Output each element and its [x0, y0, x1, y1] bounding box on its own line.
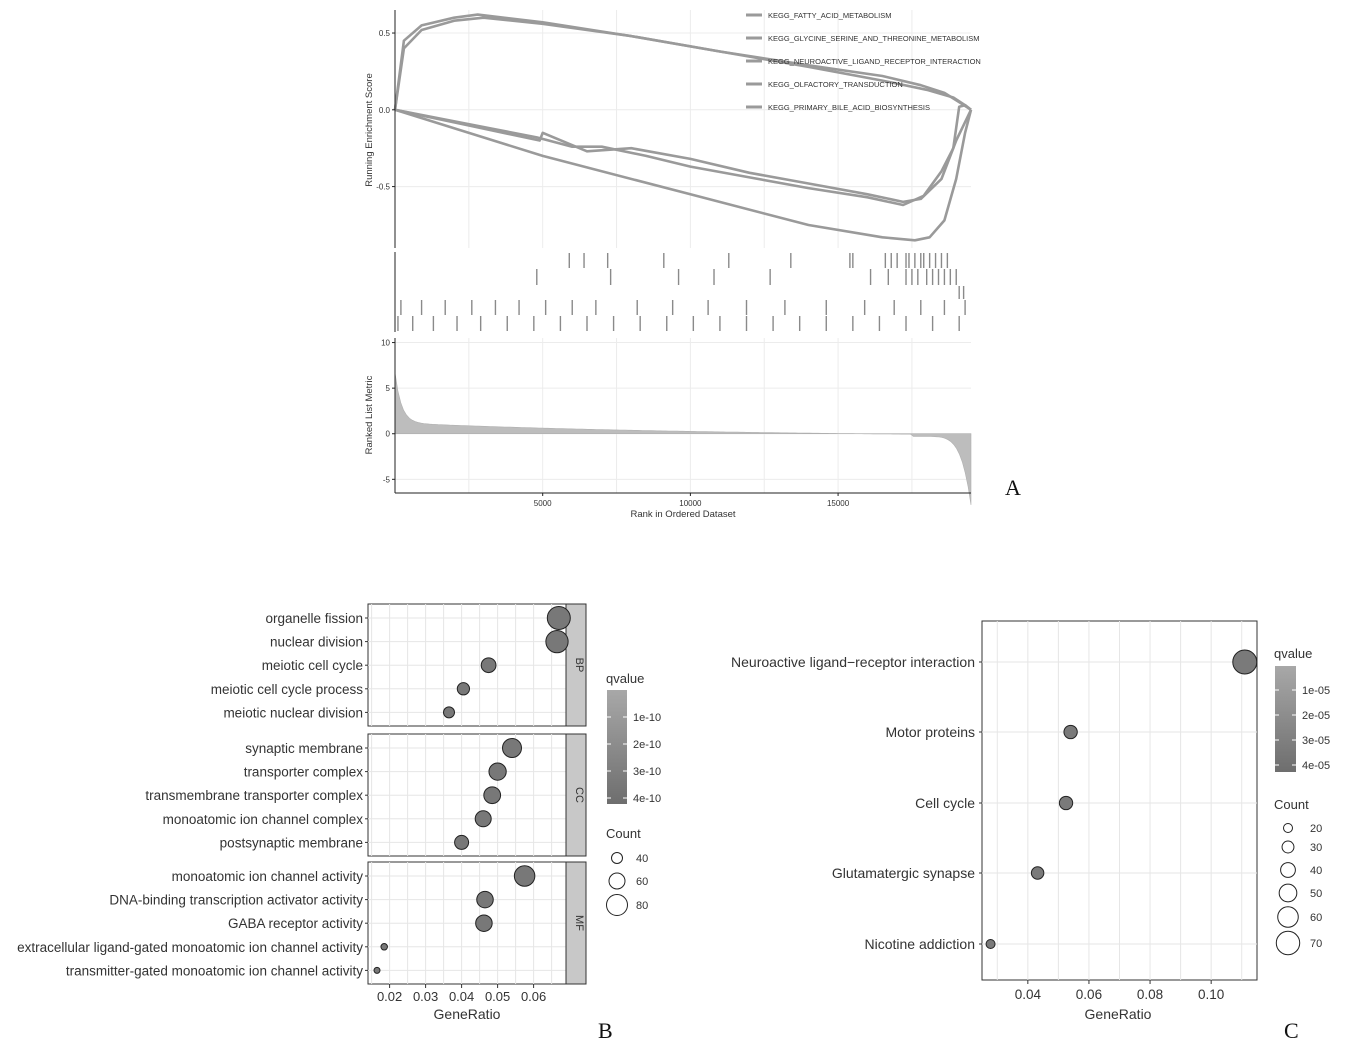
legend-size-label: 20	[1310, 823, 1323, 835]
panel-a-gsea-plot	[364, 10, 1021, 520]
y-tick-label-bottom: 0	[385, 429, 390, 439]
category-label: Cell cycle	[915, 795, 975, 811]
y-axis-label-top: Running Enrichment Score	[364, 73, 375, 187]
y-tick-label-bottom: 10	[381, 338, 390, 348]
legend-size-label: 50	[1310, 888, 1323, 900]
panel-c-legend	[1274, 646, 1330, 955]
data-point	[457, 683, 469, 695]
category-label: transmembrane transporter complex	[145, 788, 363, 804]
legend-size-circle	[1279, 884, 1297, 902]
category-label: Neuroactive ligand−receptor interaction	[731, 654, 975, 670]
category-label: monoatomic ion channel activity	[171, 869, 363, 884]
legend-size-label: 60	[636, 876, 649, 888]
data-point	[374, 967, 380, 973]
data-point	[503, 739, 522, 758]
ranked-metric-area	[395, 373, 971, 505]
x-tick-label: 5000	[533, 499, 552, 508]
category-label: meiotic cell cycle process	[210, 681, 363, 697]
data-point	[484, 787, 501, 804]
data-point	[481, 658, 496, 673]
colorbar-label: 1e-05	[1302, 685, 1331, 697]
legend-size-label: 40	[636, 853, 649, 865]
legend-size-circle	[1282, 841, 1294, 853]
y-tick-label-top: -0.5	[376, 182, 390, 192]
x-axis-label: Rank in Ordered Dataset	[630, 509, 736, 520]
x-axis-label: GeneRatio	[433, 1006, 501, 1022]
category-label: nuclear division	[269, 634, 363, 650]
legend-size-circle	[612, 853, 623, 864]
panel-a-hit-rows	[398, 253, 965, 331]
panel-letter-b: B	[598, 1018, 613, 1041]
data-point	[514, 866, 535, 887]
legend-size-label: 40	[1310, 865, 1323, 877]
legend-label: KEGG_FATTY_ACID_METABOLISM	[768, 11, 892, 20]
legend-size-label: 80	[636, 900, 649, 912]
category-label: Motor proteins	[885, 724, 975, 740]
y-axis-label-bottom: Ranked List Metric	[364, 375, 375, 455]
y-tick-label-bottom: 5	[385, 384, 390, 394]
legend-size-circle	[607, 895, 628, 916]
data-point	[1059, 796, 1072, 809]
legend-size-circle	[609, 873, 625, 889]
colorbar-label: 3e-05	[1302, 735, 1331, 747]
legend-color-title: qvalue	[606, 671, 645, 686]
category-label: monoatomic ion channel complex	[162, 811, 363, 827]
x-tick-label: 10000	[679, 499, 702, 508]
legend-size-title: Count	[1274, 797, 1309, 812]
colorbar-label: 2e-05	[1302, 710, 1331, 722]
category-label: postsynaptic membrane	[219, 835, 363, 851]
x-tick-label: 0.05	[484, 989, 511, 1004]
legend-size-label: 70	[1310, 938, 1323, 950]
category-label: Nicotine addiction	[864, 936, 975, 952]
x-tick-label: 0.03	[412, 989, 439, 1004]
legend-size-title: Count	[606, 826, 641, 841]
panel-a-ranked-metric	[395, 338, 971, 505]
legend-colorbar	[1275, 666, 1296, 772]
category-label: organelle fission	[265, 611, 363, 626]
legend-size-circle	[1284, 824, 1293, 833]
data-point	[547, 607, 570, 630]
legend-label: KEGG_PRIMARY_BILE_ACID_BIOSYNTHESIS	[768, 103, 931, 112]
data-point	[986, 940, 995, 949]
y-tick-label-top: 0.0	[378, 105, 390, 115]
data-point	[475, 811, 491, 827]
legend-size-circle	[1281, 863, 1296, 878]
legend-colorbar	[607, 690, 627, 804]
panel-c-kegg-dotplot	[731, 621, 1330, 1041]
data-point	[546, 630, 568, 652]
x-tick-label: 0.10	[1198, 987, 1225, 1002]
category-label: transmitter-gated monoatomic ion channel activity	[65, 963, 363, 979]
panel-b-go-dotplot	[17, 604, 661, 1041]
legend-color-title: qvalue	[1274, 646, 1313, 661]
category-label: synaptic membrane	[245, 741, 363, 756]
category-label: GABA receptor activity	[227, 916, 363, 932]
y-tick-label-top: 0.5	[378, 29, 390, 39]
x-tick-label: 0.06	[520, 989, 547, 1004]
data-point	[1233, 650, 1257, 674]
data-point	[444, 707, 455, 718]
legend-size-label: 30	[1310, 842, 1323, 854]
facet-strip-label: BP	[573, 657, 585, 673]
facet-strip-label: CC	[573, 787, 585, 803]
colorbar-label: 2e-10	[633, 739, 662, 751]
panel-c-plot-area	[731, 621, 1257, 980]
colorbar-label: 4e-10	[633, 793, 662, 805]
x-axis-label: GeneRatio	[1084, 1006, 1152, 1022]
panel-c-axes	[1015, 980, 1225, 1022]
x-tick-label: 0.02	[376, 989, 403, 1004]
colorbar-label: 4e-05	[1302, 760, 1331, 772]
panel-b-legend	[606, 671, 661, 916]
data-point	[1031, 867, 1043, 879]
x-tick-label: 15000	[826, 499, 850, 508]
panel-letter-a: A	[1005, 475, 1021, 500]
legend-size-label: 60	[1310, 912, 1323, 924]
x-tick-label: 0.08	[1136, 987, 1164, 1002]
panel-b-axes	[377, 984, 546, 1022]
data-point	[455, 835, 469, 849]
category-label: meiotic nuclear division	[223, 705, 363, 721]
category-label: meiotic cell cycle	[261, 658, 363, 674]
legend-size-circle	[1276, 931, 1299, 954]
legend-label: KEGG_OLFACTORY_TRANSDUCTION	[768, 80, 903, 89]
category-label: extracellular ligand-gated monoatomic ion channel activity	[17, 939, 363, 955]
data-point	[489, 763, 506, 780]
y-tick-label-bottom: -5	[382, 475, 390, 485]
x-tick-label: 0.04	[1014, 987, 1041, 1002]
category-label: DNA-binding transcription activator activity	[109, 892, 363, 908]
category-label: transporter complex	[243, 764, 363, 780]
panel-letter-c: C	[1284, 1018, 1299, 1041]
category-label: Glutamatergic synapse	[831, 865, 975, 881]
facet-strip-label: MF	[573, 915, 585, 931]
x-tick-label: 0.06	[1075, 987, 1103, 1002]
data-point	[1064, 725, 1077, 738]
x-tick-label: 0.04	[448, 989, 475, 1004]
data-point	[477, 891, 494, 908]
legend-size-circle	[1278, 907, 1299, 928]
legend-label: KEGG_NEUROACTIVE_LIGAND_RECEPTOR_INTERACTION	[768, 57, 981, 66]
colorbar-label: 3e-10	[633, 766, 662, 778]
legend-label: KEGG_GLYCINE_SERINE_AND_THREONINE_METABOLISM	[768, 34, 980, 43]
panel-b-facets	[17, 604, 586, 984]
colorbar-label: 1e-10	[633, 712, 662, 724]
data-point	[476, 915, 493, 932]
data-point	[381, 944, 388, 951]
